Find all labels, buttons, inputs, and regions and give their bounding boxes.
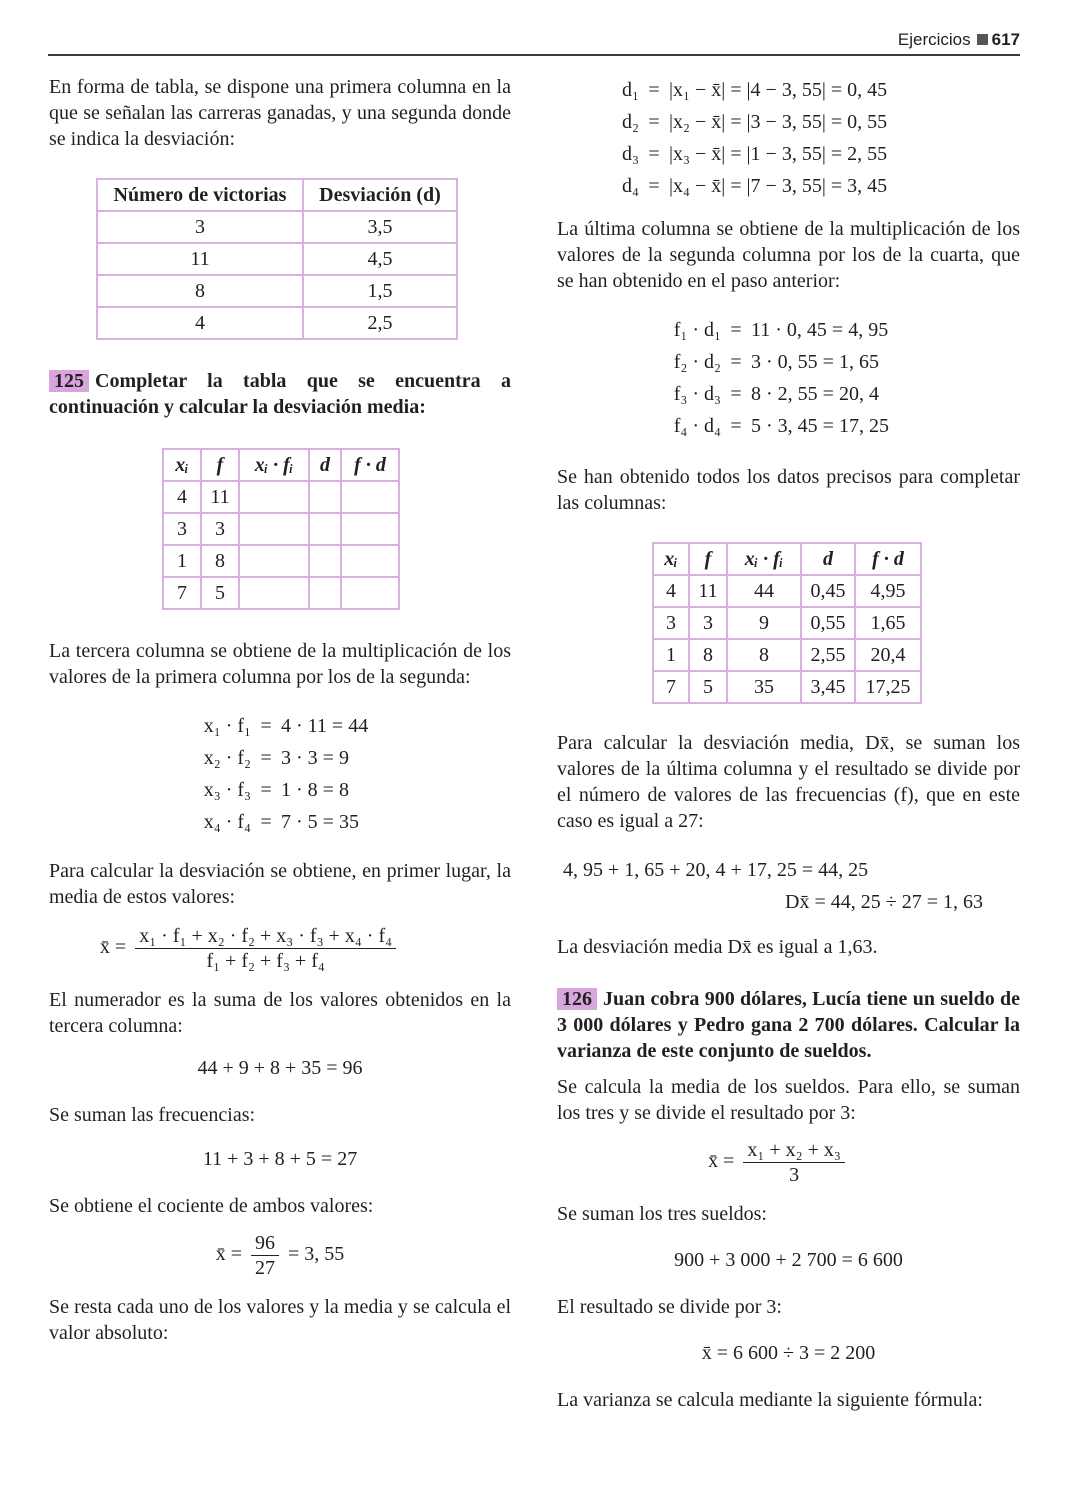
equation-lhs: d₁ bbox=[622, 79, 639, 101]
section-title: Ejercicios bbox=[897, 30, 971, 49]
fraction bbox=[743, 1138, 844, 1187]
table-row bbox=[163, 513, 399, 545]
equation: x₂ · f₂ = 3 · 3 = 9 bbox=[187, 742, 511, 774]
table-cell bbox=[341, 513, 399, 545]
equation: f₃ · d₃ = 8 · 2, 55 = 20, 4 bbox=[661, 378, 1020, 410]
sum-equation: 11 + 3 + 8 + 5 = 27 bbox=[202, 1148, 358, 1170]
equation-lhs: d₂ bbox=[622, 111, 639, 133]
table-cell: 11 bbox=[97, 243, 303, 275]
problem-statement: Juan cobra 900 dólares, Lucía tiene un sueldo de 3 000 dólares y Pedro gana 2 700 dólares. Calcular la varianza de este conjunto de sueldos. bbox=[557, 988, 1020, 1062]
page-header bbox=[48, 28, 1020, 56]
table-cell: 4,5 bbox=[303, 243, 457, 275]
equation-rhs: 1 · 8 = 8 bbox=[281, 779, 349, 801]
paragraph: Para calcular la desviación media, Dx̄, se suman los valores de la última columna y el resultado se divide por el número de valores de las frecuencias (f), que en este caso es igual a 27: bbox=[557, 732, 1020, 832]
table-cell: 5 bbox=[201, 577, 239, 609]
table-header: Número de victorias bbox=[97, 179, 303, 211]
table-cell bbox=[341, 577, 399, 609]
equation: f₂ · d₂ = 3 · 0, 55 = 1, 65 bbox=[661, 346, 1020, 378]
equation-lhs: f₃ · d₃ bbox=[673, 383, 721, 405]
equation-rhs: 5 · 3, 45 = 17, 25 bbox=[751, 415, 889, 437]
mean-formula-2 bbox=[557, 1138, 1020, 1187]
table-cell: 4,95 bbox=[855, 575, 921, 607]
equation-rhs: 8 · 2, 55 = 20, 4 bbox=[751, 383, 879, 405]
fraction-denominator: 3 bbox=[789, 1164, 800, 1186]
table-cell: 17,25 bbox=[855, 671, 921, 703]
fraction-numerator: x₁ + x₂ + x₃ bbox=[743, 1138, 844, 1163]
paragraph: Se suman las frecuencias: bbox=[49, 1104, 256, 1126]
table-row bbox=[163, 545, 399, 577]
quotient-formula bbox=[49, 1231, 511, 1280]
paragraph: La varianza se calcula mediante la siguiente fórmula: bbox=[557, 1389, 983, 1411]
table-cell: 4 bbox=[653, 575, 689, 607]
table-cell: 35 bbox=[727, 671, 801, 703]
equation-rhs: 7 · 5 = 35 bbox=[281, 811, 359, 833]
running-head bbox=[898, 30, 1020, 50]
result-equation: x̄ = 6 600 ÷ 3 = 2 200 bbox=[701, 1342, 876, 1364]
table-header: d bbox=[309, 449, 341, 481]
table-cell bbox=[239, 513, 309, 545]
equation-lhs: d₃ bbox=[622, 143, 639, 165]
equation: d₃ = |x₃ − x̄| = |1 − 3, 55| = 2, 55 bbox=[611, 138, 1020, 170]
table-cell: 8 bbox=[201, 545, 239, 577]
paragraph: La tercera columna se obtiene de la multiplicación de los valores de la primera columna por los de la segunda: bbox=[49, 640, 511, 688]
table-cell: 3 bbox=[163, 513, 201, 545]
table-cell: 8 bbox=[727, 639, 801, 671]
table-cell: 7 bbox=[653, 671, 689, 703]
equation-rhs: 11 · 0, 45 = 4, 95 bbox=[751, 319, 889, 341]
table-cell: 44 bbox=[727, 575, 801, 607]
table-cell bbox=[309, 577, 341, 609]
table-row bbox=[163, 577, 399, 609]
table-header-row bbox=[653, 543, 921, 575]
table-row bbox=[653, 607, 921, 639]
table-header: f bbox=[201, 449, 239, 481]
right-column bbox=[557, 74, 1020, 1413]
equation-rhs: |x₁ − x̄| = |4 − 3, 55| = 0, 45 bbox=[669, 79, 888, 101]
products-equations bbox=[187, 710, 511, 838]
table-cell: 1,5 bbox=[303, 275, 457, 307]
table-cell: 5 bbox=[689, 671, 727, 703]
table-cell bbox=[309, 545, 341, 577]
table-cell: 11 bbox=[201, 481, 239, 513]
table-header: xᵢ bbox=[653, 543, 689, 575]
intro-paragraph: En forma de tabla, se dispone una primera columna en la que se señalan las carreras ganadas, y una segunda donde se indica la desviación: bbox=[49, 76, 511, 150]
victories-table bbox=[96, 178, 458, 340]
fraction-denominator: f₁ + f₂ + f₃ + f₄ bbox=[206, 950, 325, 972]
equation-rhs: |x₃ − x̄| = |1 − 3, 55| = 2, 55 bbox=[669, 143, 888, 165]
table-cell: 1 bbox=[163, 545, 201, 577]
table-cell: 4 bbox=[163, 481, 201, 513]
paragraph: Se resta cada uno de los valores y la media y se calcula el valor absoluto: bbox=[49, 1296, 511, 1344]
table-row bbox=[97, 307, 457, 339]
table-cell: 2,55 bbox=[801, 639, 855, 671]
equation: d₂ = |x₂ − x̄| = |3 − 3, 55| = 0, 55 bbox=[611, 106, 1020, 138]
equation-lhs: d₄ bbox=[622, 175, 639, 197]
equation: x₃ · f₃ = 1 · 8 = 8 bbox=[187, 774, 511, 806]
fraction-denominator: 27 bbox=[255, 1257, 275, 1279]
table-cell: 11 bbox=[689, 575, 727, 607]
equation: f₄ · d₄ = 5 · 3, 45 = 17, 25 bbox=[661, 410, 1020, 442]
mean-deviation-equation: Dx̄ = 44, 25 ÷ 27 = 1, 63 bbox=[785, 891, 983, 913]
table-cell: 7 bbox=[163, 577, 201, 609]
table-cell bbox=[309, 513, 341, 545]
equation-lhs: f₂ · d₂ bbox=[673, 351, 721, 373]
table-cell: 4 bbox=[97, 307, 303, 339]
table-cell: 3,45 bbox=[801, 671, 855, 703]
table-cell: 0,45 bbox=[801, 575, 855, 607]
table-row bbox=[97, 211, 457, 243]
problem-126 bbox=[557, 986, 1020, 1064]
table-header: d bbox=[801, 543, 855, 575]
table-cell bbox=[309, 481, 341, 513]
deviation-equations bbox=[611, 74, 1020, 202]
table-cell bbox=[341, 545, 399, 577]
paragraph: El resultado se divide por 3: bbox=[557, 1296, 782, 1318]
fraction-numerator: x₁ · f₁ + x₂ · f₂ + x₃ · f₃ + x₄ · f₄ bbox=[135, 924, 396, 949]
table-cell: 1,65 bbox=[855, 607, 921, 639]
fd-products-equations bbox=[661, 314, 1020, 442]
table-cell: 0,55 bbox=[801, 607, 855, 639]
problem-125 bbox=[49, 368, 511, 420]
paragraph: El numerador es la suma de los valores obtenidos en la tercera columna: bbox=[49, 989, 511, 1037]
table-cell: 3,5 bbox=[303, 211, 457, 243]
mean-formula bbox=[49, 924, 511, 973]
table-cell: 2,5 bbox=[303, 307, 457, 339]
table-row bbox=[653, 575, 921, 607]
left-column bbox=[49, 74, 511, 1346]
equation-lhs: f₁ · d₁ bbox=[673, 319, 721, 341]
table-cell: 8 bbox=[689, 639, 727, 671]
table-header: f · d bbox=[341, 449, 399, 481]
paragraph: Se suman los tres sueldos: bbox=[557, 1203, 767, 1225]
formula-lhs: x̄ = bbox=[708, 1150, 735, 1173]
equation: d₄ = |x₄ − x̄| = |7 − 3, 55| = 3, 45 bbox=[611, 170, 1020, 202]
table-header-row bbox=[163, 449, 399, 481]
paragraph: Se han obtenido todos los datos precisos para completar las columnas: bbox=[557, 466, 1020, 514]
formula-lhs: x̄ = bbox=[215, 1243, 242, 1266]
fraction bbox=[251, 1231, 279, 1280]
table-header: Desviación (d) bbox=[303, 179, 457, 211]
formula-lhs: x̄ = bbox=[99, 936, 127, 959]
completed-frequency-table bbox=[652, 542, 922, 704]
table-header: xᵢ · fᵢ bbox=[727, 543, 801, 575]
table-cell: 1 bbox=[653, 639, 689, 671]
paragraph: La última columna se obtiene de la multiplicación de los valores de la segunda columna por los de la cuarta, que se han obtenido en el paso anterior: bbox=[557, 218, 1020, 292]
equation-lhs: f₄ · d₄ bbox=[673, 415, 721, 437]
equation-rhs: 3 · 3 = 9 bbox=[281, 747, 349, 769]
problem-number: 126 bbox=[557, 988, 597, 1010]
paragraph: Se calcula la media de los sueldos. Para ello, se suman los tres y se divide el resultado por 3: bbox=[557, 1076, 1020, 1124]
table-cell bbox=[239, 545, 309, 577]
table-cell: 8 bbox=[97, 275, 303, 307]
paragraph: Se obtiene el cociente de ambos valores: bbox=[49, 1195, 374, 1217]
sum-equation: 44 + 9 + 8 + 35 = 96 bbox=[197, 1057, 363, 1079]
fraction-numerator: 96 bbox=[251, 1231, 279, 1256]
table-cell: 3 bbox=[653, 607, 689, 639]
table-row bbox=[653, 671, 921, 703]
table-header: xᵢ · fᵢ bbox=[239, 449, 309, 481]
equation: d₁ = |x₁ − x̄| = |4 − 3, 55| = 0, 45 bbox=[611, 74, 1020, 106]
sum-equation: 4, 95 + 1, 65 + 20, 4 + 17, 25 = 44, 25 bbox=[563, 859, 869, 881]
equation-lhs: x₁ · f₁ bbox=[203, 715, 251, 737]
table-cell: 3 bbox=[201, 513, 239, 545]
page-number: 617 bbox=[991, 30, 1020, 49]
table-cell: 9 bbox=[727, 607, 801, 639]
table-header: f bbox=[689, 543, 727, 575]
table-cell bbox=[239, 577, 309, 609]
equation: f₁ · d₁ = 11 · 0, 45 = 4, 95 bbox=[661, 314, 1020, 346]
table-row bbox=[653, 639, 921, 671]
table-row bbox=[97, 275, 457, 307]
equation-rhs: |x₂ − x̄| = |3 − 3, 55| = 0, 55 bbox=[669, 111, 888, 133]
table-header: f · d bbox=[855, 543, 921, 575]
paragraph: La desviación media Dx̄ es igual a 1,63. bbox=[557, 936, 878, 958]
equation: x₄ · f₄ = 7 · 5 = 35 bbox=[187, 806, 511, 838]
table-row bbox=[163, 481, 399, 513]
equation: x₁ · f₁ = 4 · 11 = 44 bbox=[187, 710, 511, 742]
table-header-row bbox=[97, 179, 457, 211]
table-header: xᵢ bbox=[163, 449, 201, 481]
square-bullet-icon bbox=[977, 34, 988, 45]
problem-number: 125 bbox=[49, 370, 89, 392]
problem-statement: Completar la tabla que se encuentra a continuación y calcular la desviación media: bbox=[49, 370, 511, 418]
table-row bbox=[97, 243, 457, 275]
table-cell bbox=[239, 481, 309, 513]
equation-rhs: |x₄ − x̄| = |7 − 3, 55| = 3, 45 bbox=[669, 175, 888, 197]
equation-lhs: x₃ · f₃ bbox=[203, 779, 251, 801]
table-cell bbox=[341, 481, 399, 513]
empty-frequency-table bbox=[162, 448, 400, 610]
table-cell: 3 bbox=[689, 607, 727, 639]
sum-equation: 900 + 3 000 + 2 700 = 6 600 bbox=[674, 1249, 903, 1271]
table-cell: 20,4 bbox=[855, 639, 921, 671]
equation-rhs: 3 · 0, 55 = 1, 65 bbox=[751, 351, 879, 373]
fraction bbox=[135, 924, 396, 973]
equation-rhs: 4 · 11 = 44 bbox=[281, 715, 369, 737]
formula-rhs: = 3, 55 bbox=[288, 1243, 345, 1266]
paragraph: Para calcular la desviación se obtiene, en primer lugar, la media de estos valores: bbox=[49, 860, 511, 908]
table-cell: 3 bbox=[97, 211, 303, 243]
equation-lhs: x₄ · f₄ bbox=[203, 811, 251, 833]
equation-lhs: x₂ · f₂ bbox=[203, 747, 251, 769]
